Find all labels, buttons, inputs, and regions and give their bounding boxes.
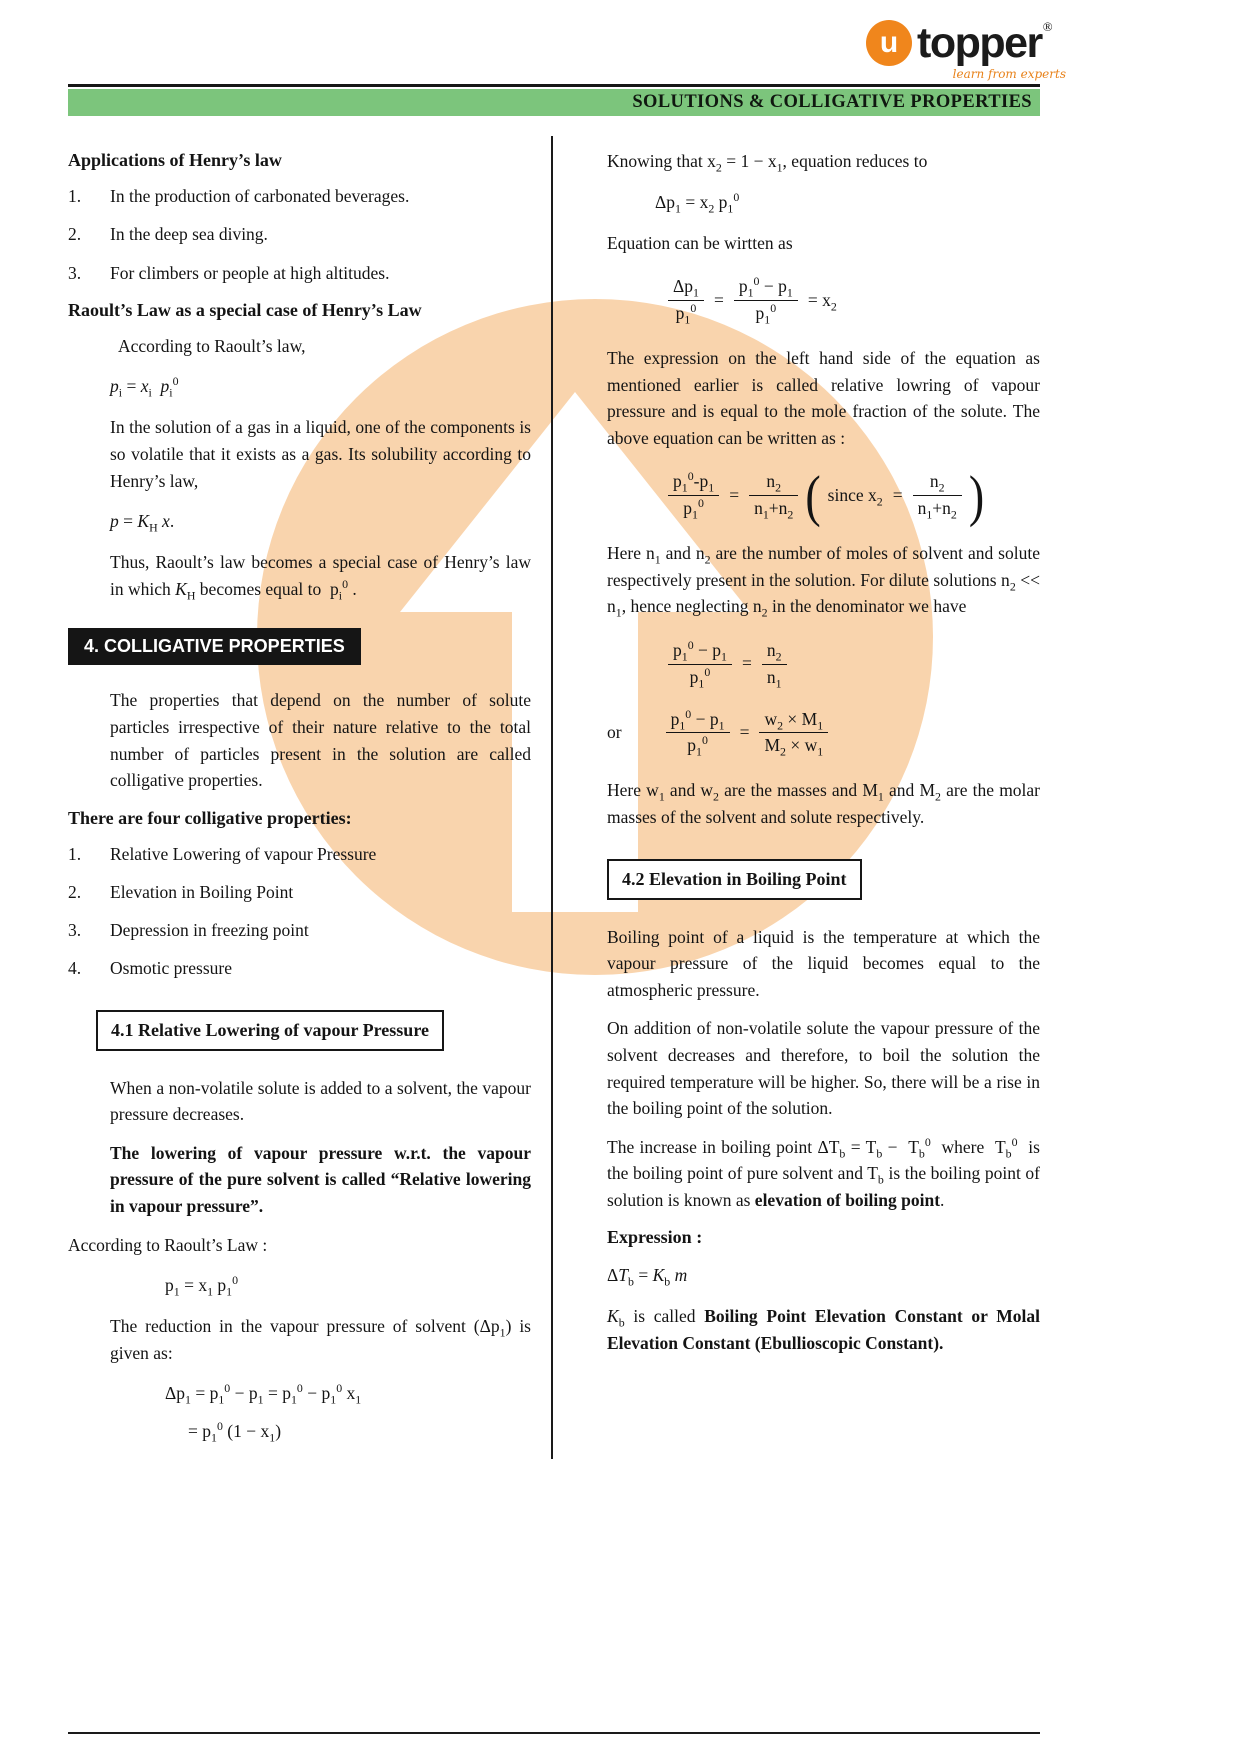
list-item: [68, 260, 531, 286]
fraction-numerator: $w_2 \times M_1$: [759, 709, 828, 734]
fraction-denominator: $M_2 \times w_1$: [764, 735, 824, 759]
equals-sign: =: [739, 722, 750, 743]
subsection-heading-4-1: [96, 1010, 444, 1051]
formula-delta-p1-x2: $\Delta p_1 = x_2$ $p_1^0$: [655, 189, 740, 216]
formula-raoults-law: $p_i = x_i$ $p_i^0$: [110, 374, 179, 400]
list-text: In the deep sea diving.: [110, 224, 268, 245]
list-text: Elevation in Boiling Point: [110, 881, 294, 902]
fraction-denominator: $n_1$: [766, 666, 782, 691]
list-number: 3.: [68, 262, 82, 283]
subsection-heading-4-2: [607, 859, 862, 900]
section-heading-colligative-properties: [68, 628, 361, 665]
heading-applications-henrys-law: Applications of Henry’s law: [68, 150, 282, 170]
heading-four-properties: There are four colligative properties:: [68, 807, 352, 828]
or-label: or: [607, 722, 622, 743]
brand-name: topper: [917, 18, 1042, 67]
paragraph-according-raoult: According to Raoult’s law,: [118, 335, 306, 356]
equals-sign: =: [729, 484, 740, 505]
formula-p1-raoult: $p_1 = x_1$ $p_1^0$: [165, 1273, 239, 1299]
paragraph-kb-constant: $K_b$ is called Boiling Point Elevation Constant or Molal Elevation Constant (Ebullioscopic Constant).: [607, 1306, 1041, 1354]
list-number: 1.: [68, 186, 82, 206]
two-column-layout: [68, 136, 1040, 1459]
paragraph-gas-solution: In the solution of a gas in a liquid, one of the components is so volatile that it exists as a gas. Its solubility according to Henry’s law,: [110, 417, 531, 491]
paragraph-equation-written: Equation can be wirtten as: [607, 232, 793, 253]
paragraph-here-n1-n2: Here $n_1$ and $n_2$ are the number of moles of solvent and solute respectively present in the solution. For dilute solutions $n_2 << n_1$, hence neglecting $n_2$ in the denominator we have: [607, 543, 1040, 620]
registered-mark: ®: [1042, 19, 1053, 34]
fraction-numerator: $p_1^0-p_1$: [668, 471, 719, 496]
fraction: [734, 276, 798, 325]
formula-mole-fraction-since: [664, 463, 1040, 528]
fraction: [759, 709, 828, 758]
list-text: Osmotic pressure: [110, 958, 232, 979]
paragraph-addition-nonvolatile: On addition of non-volatile solute the vapour pressure of the solvent decreases and therefore, to boil the solution the required temperature will be higher. So, there will be a rise in the boiling point of the solution.: [607, 1018, 1040, 1119]
section-title: 4. COLLIGATIVE PROPERTIES: [84, 636, 345, 657]
paragraph-lowering-definition: The lowering of vapour pressure w.r.t. the vapour pressure of the pure solvent is called “Relative lowering in vapour pressure”.: [110, 1142, 531, 1217]
right-column: [607, 136, 1040, 1459]
formula-delta-tb: $\Delta T_b = K_b$ m: [607, 1265, 688, 1289]
list-text: Depression in freezing point: [110, 920, 309, 941]
fraction-numerator: $p_1^0 - p_1$: [734, 276, 798, 301]
formula-tail: = $x_2$: [807, 289, 837, 314]
list-item: [68, 183, 531, 209]
list-number: 2.: [68, 881, 82, 902]
chapter-title: SOLUTIONS & COLLIGATIVE PROPERTIES: [632, 92, 1032, 112]
logo-u-letter: u: [879, 26, 899, 59]
list-text: For climbers or people at high altitudes.: [110, 262, 390, 283]
chapter-banner: [68, 89, 1040, 116]
fraction: [762, 640, 787, 689]
paragraph-reduction-vapour-pressure: The reduction in the vapour pressure of solvent $(\Delta p_1)$ is given as:: [110, 1316, 531, 1363]
list-text: Relative Lowering of vapour Pressure: [110, 843, 377, 864]
subsection-title: 4.2 Elevation in Boiling Point: [622, 868, 847, 889]
fraction: [668, 471, 719, 520]
list-item: [68, 841, 531, 867]
list-number: 4.: [68, 958, 82, 979]
brand-tagline: learn from experts: [952, 67, 1066, 81]
paragraph-colligative-definition: The properties that depend on the number of solute particles irrespective of their nature relative to the total number of particles present in the solution are called colligative properties.: [110, 690, 531, 791]
fraction-numerator: $\Delta p_1$: [668, 276, 704, 301]
open-parenthesis: (: [805, 463, 821, 528]
formula-relative-lowering-fractions: [664, 276, 1040, 325]
heading-expression: Expression :: [607, 1227, 703, 1248]
paragraph-increase-boiling-point: The increase in boiling point $\Delta T_b = T_b - T_b^0$ where $T_b^0$ is the boiling point of pure solvent and $T_b$ is the boiling point of solution is known as elevation of boiling point.: [607, 1134, 1040, 1210]
formula-delta-p1-expanded: $\Delta p_1 = p_1^0 - p_1 = p_1^0 - p_1^0$ $x_1$: [165, 1381, 362, 1407]
list-text: In the production of carbonated beverages.: [110, 186, 410, 206]
paragraph-nonvolatile-solute: When a non-volatile solute is added to a solvent, the vapour pressure decreases.: [110, 1077, 531, 1125]
formula-henrys-law: $p = K_H$ x.: [110, 511, 175, 535]
heading-raoult-special-case: Raoult’s Law as a special case of Henry’s Law: [68, 299, 422, 320]
equals-sign: =: [713, 289, 724, 310]
fraction-numerator: $n_2$: [762, 640, 787, 665]
subsection-title: 4.1 Relative Lowering of vapour Pressure: [111, 1019, 429, 1040]
fraction-numerator: $n_2$: [913, 471, 962, 496]
equals-sign: =: [741, 653, 752, 674]
paragraph-knowing-x2: Knowing that $x_2 = 1 - x_1$, equation reduces to: [607, 151, 928, 175]
since-label: since $x_2$: [827, 484, 883, 509]
fraction-denominator: $n_1+n_2$: [917, 498, 957, 522]
fraction: [666, 706, 730, 759]
list-item: [68, 879, 531, 905]
fraction: [749, 471, 798, 520]
list-item: [68, 917, 531, 943]
fraction: [913, 471, 962, 520]
fraction: [668, 276, 704, 325]
list-number: 1.: [68, 843, 82, 864]
fraction-denominator: $p_1^0$: [687, 733, 708, 759]
paragraph-expression-lhs: The expression on the left hand side of the equation as mentioned earlier is called relative lowring of vapour pressure and is equal to the mole fraction of the solute. The above equation can be written as :: [607, 347, 1040, 448]
paragraph-boiling-point-definition: Boiling point of a liquid is the temperature at which the vapour pressure of the liquid becomes equal to the atmospheric pressure.: [607, 926, 1040, 1000]
column-divider: [551, 136, 553, 1459]
list-number: 2.: [68, 224, 82, 245]
paragraph-here-w1-w2: Here $w_1$ and $w_2$ are the masses and $M_1$ and $M_2$ are the molar masses of the solvent and solute respectively.: [607, 780, 1041, 827]
equals-sign: =: [892, 484, 903, 505]
fraction-numerator: $n_2$: [749, 471, 798, 496]
left-column: [68, 136, 531, 1459]
list-number: 3.: [68, 920, 82, 941]
formula-delta-p1-factored: = $p_1^0$ $(1 - x_1)$: [188, 1419, 282, 1445]
close-parenthesis: ): [968, 463, 985, 528]
formula-mass-form: [607, 706, 1040, 759]
utopper-logo: [866, 20, 1066, 81]
fraction-denominator: $p_1^0$: [689, 664, 711, 691]
logo-row: [866, 20, 1066, 66]
paragraph-thus-special-case: Thus, Raoult’s law becomes a special case of Henry’s law in which $K_H$ becomes equal to $p_i^0$ .: [110, 552, 531, 603]
paragraph-according-raoults-law: According to Raoult’s Law :: [68, 1234, 268, 1255]
header-rule: [68, 84, 1040, 87]
fraction-numerator: $p_1^0 - p_1$: [668, 640, 732, 665]
fraction-denominator: $p_1^0$: [675, 301, 697, 327]
utopper-u-icon: [866, 20, 912, 66]
list-item: [68, 955, 531, 981]
formula-dilute-solution: [664, 640, 1040, 689]
list-item: [68, 221, 531, 247]
footer-rule: [68, 1732, 1040, 1734]
fraction-denominator: $n_1+n_2$: [754, 498, 794, 522]
fraction-denominator: $p_1^0$: [755, 301, 777, 327]
fraction: [668, 640, 732, 689]
fraction-denominator: $p_1^0$: [683, 496, 704, 522]
fraction-numerator: $p_1^0 - p_1$: [666, 709, 730, 734]
